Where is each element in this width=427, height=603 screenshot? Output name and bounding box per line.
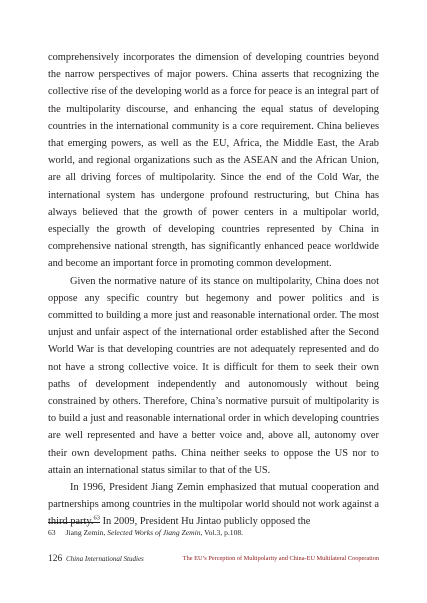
running-title: The EU’s Perception of Multipolarity and China-EU Multilateral Cooperation bbox=[182, 555, 379, 562]
body-text bbox=[48, 49, 379, 531]
journal-name: China International Studies bbox=[66, 555, 144, 563]
paragraph-1: comprehensively incorporates the dimension of developing countries beyond the narrow perspectives of major powers. China asserts that recognizing the collective rise of the developing world as a force for peace is an integral part of the multipolarity discourse, and enhancing the equal status of developing countries in the international community is a core requirement. China believes that emerging powers, as well as the EU, Africa, the Middle East, the Arab world, and regional organizations such as the ASEAN and the African Union, are all driving forces of multipolarity. Since the end of the Cold War, the international system has undergone profound restructuring, but China has always believed that the growth of power centers in a multipolar world, especially the growth of developing countries represented by China in comprehensive national strength, has significantly enhanced peace worldwide and become an important force in promoting common development. bbox=[48, 52, 379, 270]
page-number: 126 bbox=[48, 554, 63, 564]
paragraph-3-text-before: In 1996, President Jiang Zemin emphasized that mutual cooperation and partnerships among countries in the multipolar world should not work against a third party. bbox=[48, 482, 379, 528]
footnote-title: Selected Works of Jiang Zemin bbox=[107, 528, 201, 537]
paragraph-3-text-after: In 2009, President Hu Jintao publicly opposed the bbox=[100, 516, 311, 528]
footnote-divider bbox=[48, 522, 100, 523]
footnote bbox=[48, 528, 379, 538]
footnote-rest: , Vol.3, p.108. bbox=[200, 528, 244, 537]
footnote-author: Jiang Zemin, bbox=[65, 528, 106, 537]
footnote-number: 63 bbox=[48, 528, 56, 537]
paragraph-2: Given the normative nature of its stance on multipolarity, China does not oppose any specific country but hegemony and power politics and is committed to building a more just and reasonable international order. The most unjust and unfair aspect of the international order established after the Second World War is that developing countries are not adequately represented and do not have a strong collective voice. It is difficult for them to seek their own paths of development independently and autonomously without being constrained by others. Therefore, China’s normative pursuit of multipolarity is to build a just and reasonable international order in which developing countries are well represented and have a better voice and, above all, autonomy over their own development paths. China neither seeks to oppose the US nor to attain an international status similar to that of the US. bbox=[48, 275, 379, 476]
footnote-reference[interactable]: 63 bbox=[93, 515, 100, 523]
page-footer bbox=[48, 553, 379, 565]
